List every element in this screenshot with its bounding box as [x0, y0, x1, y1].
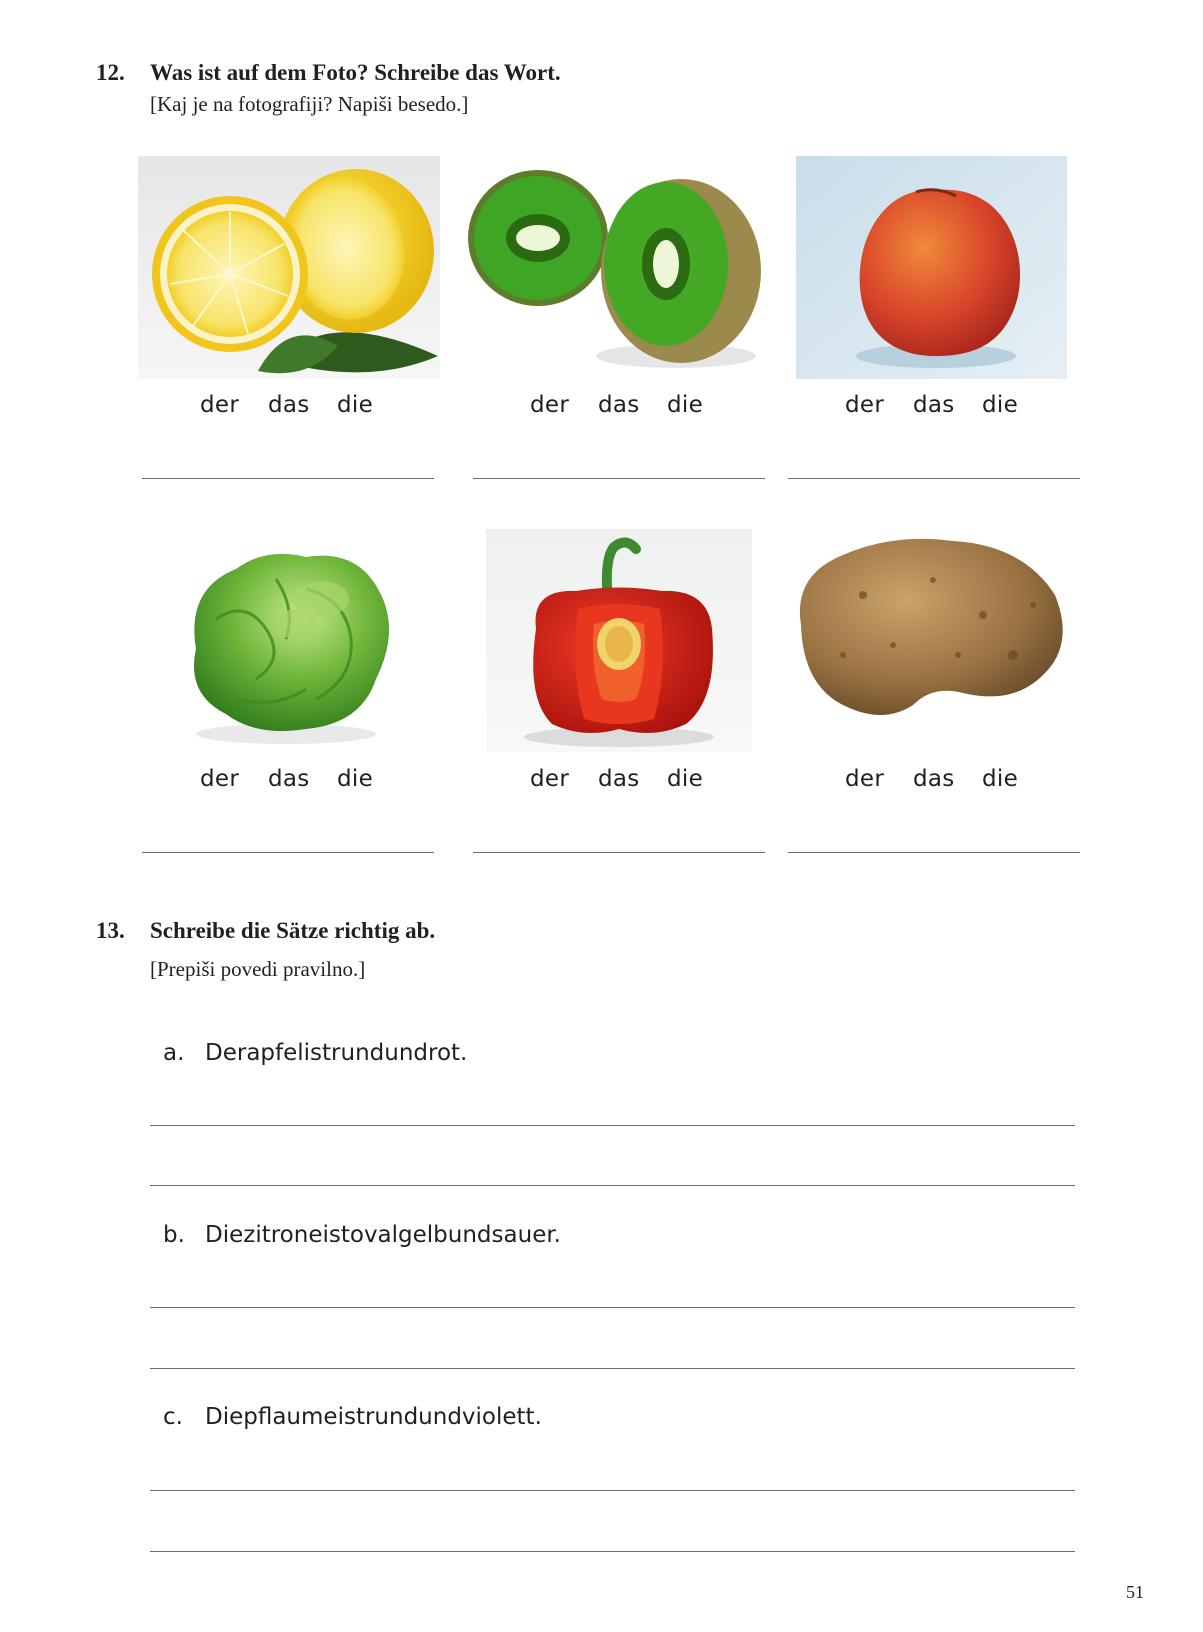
exercise-13-subtitle: [Prepiši povedi pravilno.] — [150, 957, 366, 981]
article-der[interactable]: der — [530, 766, 570, 792]
answer-line-a1[interactable] — [150, 1125, 1075, 1126]
article-das[interactable]: das — [598, 392, 640, 418]
lettuce-photo — [146, 529, 430, 752]
article-die[interactable]: die — [337, 766, 374, 792]
article-die[interactable]: die — [982, 392, 1019, 418]
answer-line-lemon[interactable] — [142, 478, 434, 479]
answer-line-b1[interactable] — [150, 1307, 1075, 1308]
answer-line-potato[interactable] — [788, 852, 1080, 853]
answer-line-c2[interactable] — [150, 1551, 1075, 1552]
sentence-letter: c. — [163, 1404, 183, 1430]
article-das[interactable]: das — [913, 392, 955, 418]
sentence-letter: a. — [163, 1040, 185, 1066]
answer-line-b2[interactable] — [150, 1368, 1075, 1369]
page-number: 51 — [1126, 1582, 1144, 1602]
exercise-13-number: 13. — [96, 918, 125, 943]
answer-line-kiwi[interactable] — [473, 478, 765, 479]
kiwi-photo — [466, 156, 762, 379]
article-die[interactable]: die — [667, 766, 704, 792]
sentence-text: Diezitroneistovalgelbundsauer. — [205, 1222, 561, 1248]
article-der[interactable]: der — [845, 766, 885, 792]
red-pepper-photo — [486, 529, 752, 752]
sentence-b — [163, 1222, 561, 1248]
answer-line-lettuce[interactable] — [142, 852, 434, 853]
article-das[interactable]: das — [913, 766, 955, 792]
answer-line-a2[interactable] — [150, 1185, 1075, 1186]
answer-line-pepper[interactable] — [473, 852, 765, 853]
article-das[interactable]: das — [598, 766, 640, 792]
article-der[interactable]: der — [845, 392, 885, 418]
exercise-12-number: 12. — [96, 60, 125, 85]
peach-photo — [796, 156, 1067, 379]
answer-line-peach[interactable] — [788, 478, 1080, 479]
article-der[interactable]: der — [200, 392, 240, 418]
sentence-a — [163, 1040, 467, 1066]
article-der[interactable]: der — [530, 392, 570, 418]
article-die[interactable]: die — [667, 392, 704, 418]
exercise-13-title: Schreibe die Sätze richtig ab. — [150, 918, 436, 943]
exercise-12-title: Was ist auf dem Foto? Schreibe das Wort. — [150, 60, 561, 85]
article-das[interactable]: das — [268, 766, 310, 792]
potato-photo — [783, 525, 1073, 725]
sentence-text: Diepflaumeistrundundviolett. — [205, 1404, 542, 1430]
article-die[interactable]: die — [337, 392, 374, 418]
answer-line-c1[interactable] — [150, 1490, 1075, 1491]
article-das[interactable]: das — [268, 392, 310, 418]
article-die[interactable]: die — [982, 766, 1019, 792]
exercise-12-subtitle: [Kaj je na fotografiji? Napiši besedo.] — [150, 92, 469, 116]
sentence-letter: b. — [163, 1222, 185, 1248]
sentence-c — [163, 1404, 542, 1430]
sentence-text: Derapfelistrundundrot. — [205, 1040, 468, 1066]
lemon-photo — [138, 156, 440, 379]
article-der[interactable]: der — [200, 766, 240, 792]
